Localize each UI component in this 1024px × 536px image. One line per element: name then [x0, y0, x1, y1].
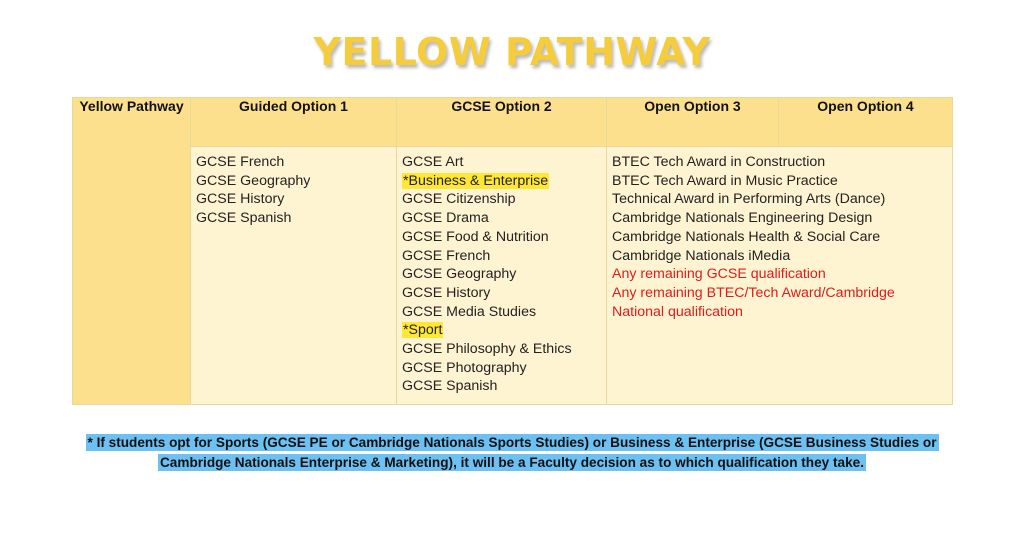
- list-item-highlighted: [402, 172, 601, 191]
- header-guided-option-1: Guided Option 1: [191, 98, 397, 147]
- list-item: GCSE Photography: [402, 359, 527, 376]
- list-item: GCSE Drama: [402, 210, 489, 227]
- list-item: Cambridge Nationals iMedia: [612, 247, 791, 264]
- highlight-sport: *Sport: [403, 322, 443, 339]
- list-item-red: Any remaining BTEC/Tech Award/Cambridge: [612, 284, 895, 301]
- options-row: [73, 147, 953, 405]
- open-options-list: [607, 147, 953, 405]
- list-item: GCSE Art: [402, 154, 464, 170]
- pathway-table: [72, 97, 953, 405]
- guided-option-1-list: [191, 147, 397, 405]
- footnote-line-1: * If students opt for Sports (GCSE PE or Cambridge Nationals Sports Studies) or Business & Enterprise (GCSE Business Studies or: [87, 435, 937, 450]
- list-item-red: National qualification: [612, 303, 743, 320]
- list-item: GCSE Spanish: [402, 378, 498, 395]
- list-item: GCSE French: [196, 154, 285, 170]
- list-item: GCSE French: [402, 247, 491, 264]
- list-item: BTEC Tech Award in Music Practice: [612, 172, 838, 189]
- header-gcse-option-2: GCSE Option 2: [397, 98, 607, 147]
- gcse-option-2-list: [397, 147, 607, 405]
- footnote-line-2: Cambridge Nationals Enterprise & Marketing), it will be a Faculty decision as to which qualification they take.: [159, 455, 864, 470]
- list-item: GCSE Spanish: [196, 210, 292, 227]
- list-item: GCSE History: [196, 191, 285, 208]
- page-title: YELLOW PATHWAY: [313, 30, 711, 74]
- footnote: [0, 433, 1024, 473]
- header-open-option-3: Open Option 3: [607, 98, 779, 147]
- list-item: GCSE Philosophy & Ethics: [402, 341, 572, 358]
- list-item: BTEC Tech Award in Construction: [612, 154, 826, 170]
- list-item: Cambridge Nationals Health & Social Care: [612, 228, 881, 245]
- list-item: GCSE Geography: [196, 172, 311, 189]
- list-item: GCSE Media Studies: [402, 303, 537, 320]
- list-item: GCSE Geography: [402, 266, 517, 283]
- list-item: GCSE History: [402, 284, 491, 301]
- list-item-red: Any remaining GCSE qualification: [612, 266, 826, 283]
- list-item: Cambridge Nationals Engineering Design: [612, 210, 873, 227]
- list-item: Technical Award in Performing Arts (Dance): [612, 191, 886, 208]
- list-item: GCSE Food & Nutrition: [402, 228, 549, 245]
- list-item-highlighted: [402, 321, 601, 340]
- row-label: Yellow Pathway: [73, 98, 191, 405]
- header-row: [73, 98, 953, 147]
- header-open-option-4: Open Option 4: [779, 98, 953, 147]
- highlight-business-enterprise: *Business & Enterprise: [403, 172, 549, 189]
- list-item: GCSE Citizenship: [402, 191, 516, 208]
